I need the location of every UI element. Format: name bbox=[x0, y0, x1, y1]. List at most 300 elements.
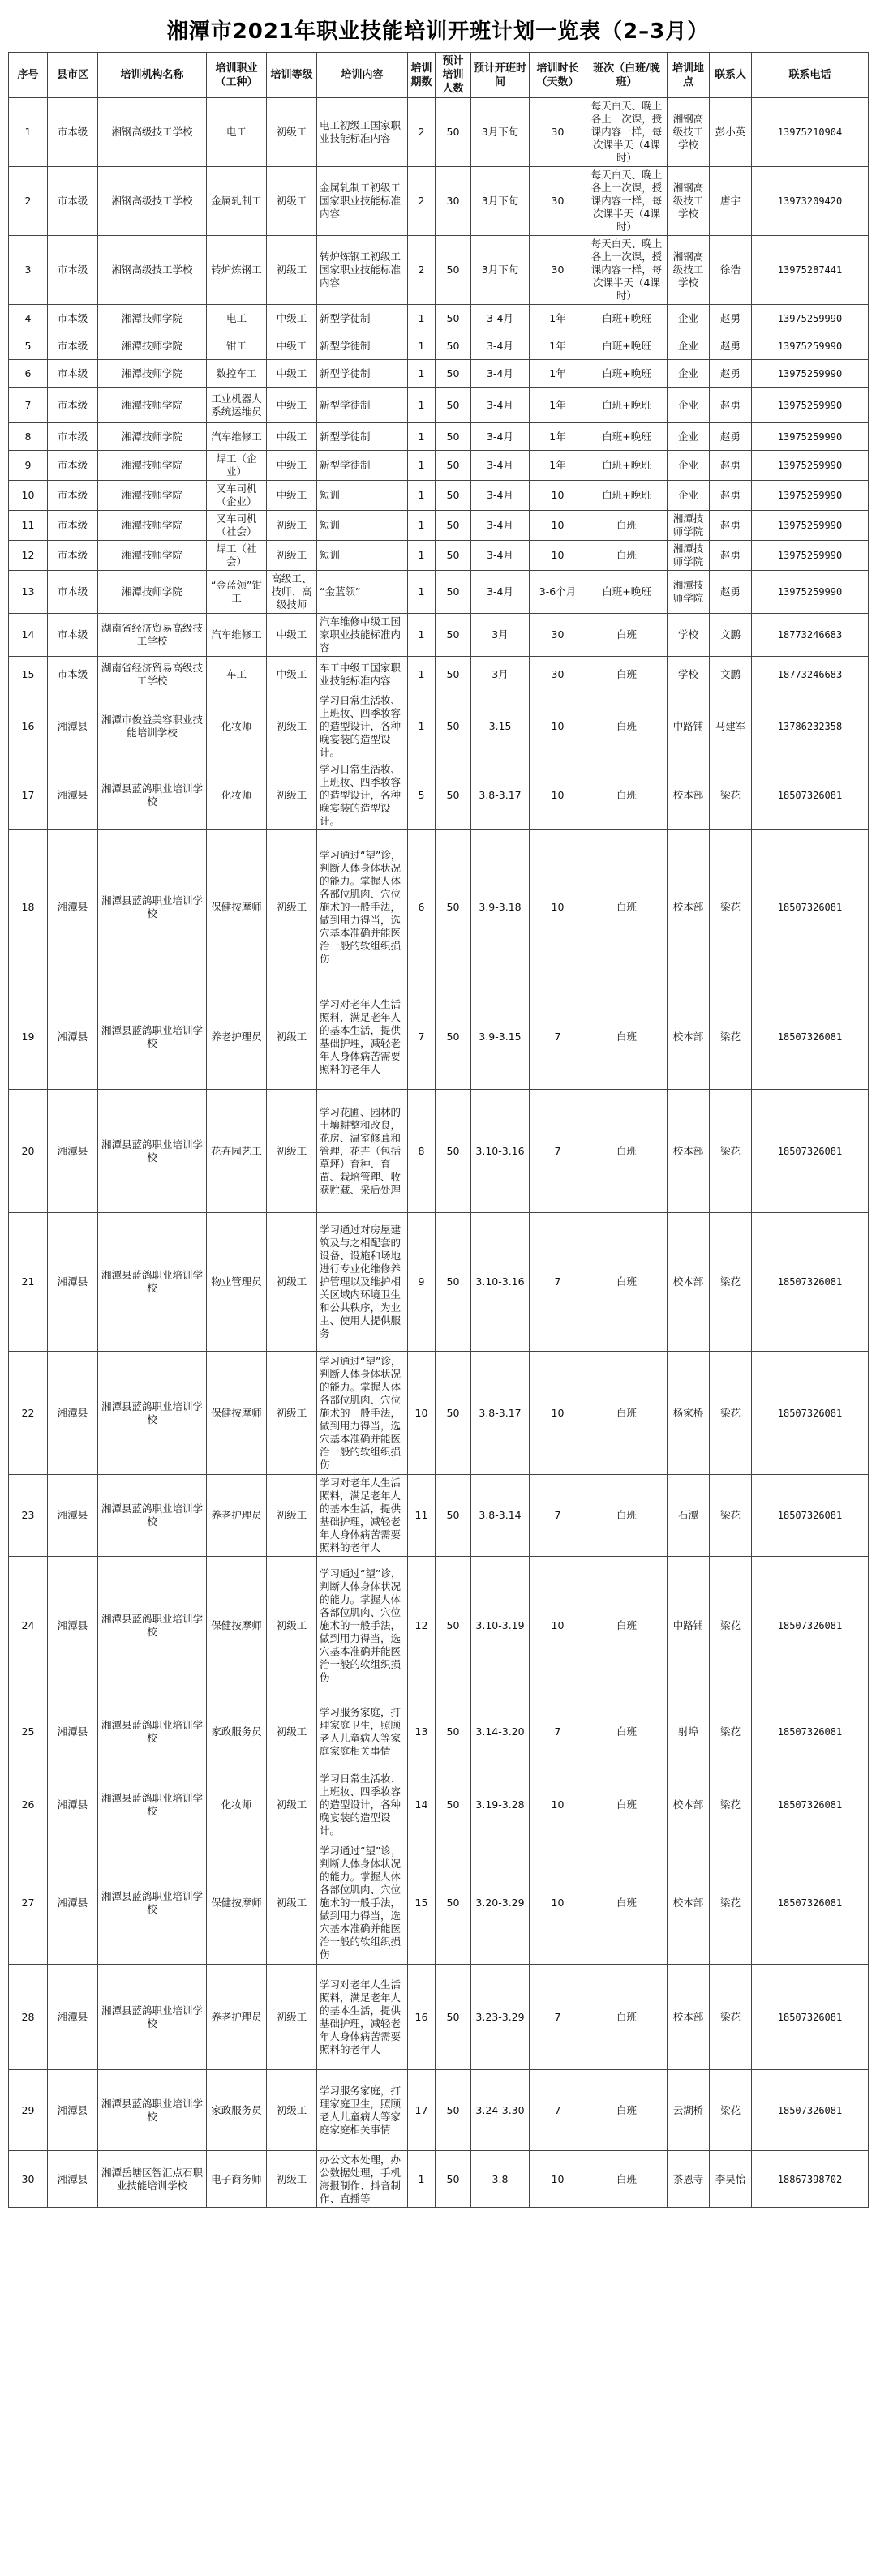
cell-shift: 白班+晚班 bbox=[586, 481, 668, 511]
cell-content: 学习通过“望”诊，判断人体身体状况的能力。掌握人体各部位肌肉、穴位施术的一般手法，做到用力得当，选穴基本准确并能医治一般的软组织损伤 bbox=[317, 1557, 408, 1695]
cell-index: 3 bbox=[9, 236, 48, 305]
cell-index: 30 bbox=[9, 2151, 48, 2208]
cell-phone: 18507326081 bbox=[752, 761, 869, 830]
cell-trainees: 50 bbox=[436, 388, 471, 423]
cell-start-time: 3-4月 bbox=[471, 360, 530, 388]
cell-occupation: 焊工（社会） bbox=[207, 541, 267, 571]
table-row bbox=[9, 1841, 869, 1965]
cell-shift: 每天白天、晚上各上一次课，授课内容一样，每次课半天（4课时） bbox=[586, 236, 668, 305]
cell-content: 短训 bbox=[317, 541, 408, 571]
cell-trainees: 50 bbox=[436, 984, 471, 1090]
cell-location: 企业 bbox=[668, 360, 710, 388]
cell-district: 市本级 bbox=[48, 167, 98, 236]
cell-duration: 30 bbox=[530, 614, 586, 657]
cell-start-time: 3-4月 bbox=[471, 388, 530, 423]
cell-district: 湘潭县 bbox=[48, 830, 98, 984]
cell-phone: 18507326081 bbox=[752, 984, 869, 1090]
cell-contact: 文鹏 bbox=[710, 657, 752, 692]
cell-duration: 10 bbox=[530, 1841, 586, 1965]
cell-contact: 李昊怡 bbox=[710, 2151, 752, 2208]
cell-occupation: 养老护理员 bbox=[207, 1965, 267, 2070]
cell-index: 6 bbox=[9, 360, 48, 388]
cell-district: 湘潭县 bbox=[48, 1213, 98, 1352]
cell-shift: 白班+晚班 bbox=[586, 423, 668, 451]
cell-phone: 13975259990 bbox=[752, 360, 869, 388]
cell-occupation: “金蓝领”钳工 bbox=[207, 571, 267, 614]
cell-index: 15 bbox=[9, 657, 48, 692]
cell-district: 市本级 bbox=[48, 614, 98, 657]
cell-district: 湘潭县 bbox=[48, 1090, 98, 1213]
cell-trainees: 50 bbox=[436, 541, 471, 571]
cell-start-time: 3.20-3.29 bbox=[471, 1841, 530, 1965]
cell-contact: 赵勇 bbox=[710, 423, 752, 451]
cell-content: 学习通过“望”诊，判断人体身体状况的能力。掌握人体各部位肌肉、穴位施术的一般手法，做到用力得当，选穴基本准确并能医治一般的软组织损伤 bbox=[317, 830, 408, 984]
cell-start-time: 3.8-3.17 bbox=[471, 1352, 530, 1475]
cell-district: 市本级 bbox=[48, 423, 98, 451]
cell-sessions: 17 bbox=[408, 2070, 436, 2151]
cell-location: 学校 bbox=[668, 657, 710, 692]
cell-sessions: 1 bbox=[408, 614, 436, 657]
cell-content: 学习通过“望”诊，判断人体身体状况的能力。掌握人体各部位肌肉、穴位施术的一般手法，做到用力得当，选穴基本准确并能医治一般的软组织损伤 bbox=[317, 1841, 408, 1965]
cell-shift: 白班 bbox=[586, 761, 668, 830]
cell-phone: 13975259990 bbox=[752, 541, 869, 571]
cell-district: 湘潭县 bbox=[48, 1475, 98, 1557]
cell-sessions: 14 bbox=[408, 1768, 436, 1841]
cell-level: 中级工 bbox=[267, 614, 317, 657]
cell-occupation: 汽车维修工 bbox=[207, 614, 267, 657]
cell-trainees: 50 bbox=[436, 236, 471, 305]
cell-content: 学习通过对房屋建筑及与之相配套的设备、设施和场地进行专业化维修养护管理以及维护相关区域内环境卫生和公共秩序，为业主、使用人提供服务 bbox=[317, 1213, 408, 1352]
cell-phone: 13975259990 bbox=[752, 305, 869, 332]
cell-shift: 每天白天、晚上各上一次课，授课内容一样，每次课半天（4课时） bbox=[586, 98, 668, 167]
cell-shift: 白班+晚班 bbox=[586, 360, 668, 388]
cell-institution: 湘潭技师学院 bbox=[98, 451, 207, 481]
cell-content: 转炉炼钢工初级工国家职业技能标准内容 bbox=[317, 236, 408, 305]
column-header-trainees: 预计培训人数 bbox=[436, 53, 471, 98]
cell-sessions: 1 bbox=[408, 481, 436, 511]
cell-level: 初级工 bbox=[267, 1965, 317, 2070]
cell-location: 湘钢高级技工学校 bbox=[668, 236, 710, 305]
cell-level: 初级工 bbox=[267, 1213, 317, 1352]
cell-contact: 梁花 bbox=[710, 1090, 752, 1213]
cell-sessions: 2 bbox=[408, 167, 436, 236]
cell-district: 湘潭县 bbox=[48, 2070, 98, 2151]
cell-index: 20 bbox=[9, 1090, 48, 1213]
cell-occupation: 养老护理员 bbox=[207, 984, 267, 1090]
cell-trainees: 50 bbox=[436, 830, 471, 984]
cell-district: 湘潭县 bbox=[48, 1841, 98, 1965]
cell-contact: 赵勇 bbox=[710, 305, 752, 332]
cell-sessions: 11 bbox=[408, 1475, 436, 1557]
cell-phone: 13975259990 bbox=[752, 423, 869, 451]
cell-content: 学习花圃、园林的土壤耕整和改良，花房、温室修葺和管理，花卉（包括草坪）育种、育苗、栽培管理、收获贮藏、采后处理 bbox=[317, 1090, 408, 1213]
cell-institution: 湘潭县蓝鸽职业培训学校 bbox=[98, 1090, 207, 1213]
cell-occupation: 工业机器人系统运维员 bbox=[207, 388, 267, 423]
cell-level: 初级工 bbox=[267, 692, 317, 761]
table-row bbox=[9, 692, 869, 761]
cell-location: 云湖桥 bbox=[668, 2070, 710, 2151]
cell-start-time: 3.10-3.19 bbox=[471, 1557, 530, 1695]
cell-occupation: 电子商务师 bbox=[207, 2151, 267, 2208]
cell-trainees: 50 bbox=[436, 1090, 471, 1213]
cell-sessions: 10 bbox=[408, 1352, 436, 1475]
cell-contact: 梁花 bbox=[710, 1965, 752, 2070]
cell-contact: 梁花 bbox=[710, 2070, 752, 2151]
cell-contact: 赵勇 bbox=[710, 511, 752, 541]
cell-institution: 湘潭技师学院 bbox=[98, 511, 207, 541]
cell-shift: 白班 bbox=[586, 614, 668, 657]
column-header-phone: 联系电话 bbox=[752, 53, 869, 98]
cell-start-time: 3-4月 bbox=[471, 332, 530, 360]
cell-occupation: 花卉园艺工 bbox=[207, 1090, 267, 1213]
cell-occupation: 电工 bbox=[207, 305, 267, 332]
cell-index: 29 bbox=[9, 2070, 48, 2151]
cell-sessions: 1 bbox=[408, 423, 436, 451]
cell-start-time: 3-4月 bbox=[471, 571, 530, 614]
cell-institution: 湘钢高级技工学校 bbox=[98, 167, 207, 236]
cell-level: 中级工 bbox=[267, 423, 317, 451]
cell-occupation: 钳工 bbox=[207, 332, 267, 360]
cell-contact: 文鹏 bbox=[710, 614, 752, 657]
cell-occupation: 保健按摩师 bbox=[207, 1841, 267, 1965]
cell-shift: 白班+晚班 bbox=[586, 305, 668, 332]
cell-phone: 18507326081 bbox=[752, 830, 869, 984]
cell-sessions: 1 bbox=[408, 541, 436, 571]
cell-level: 初级工 bbox=[267, 1557, 317, 1695]
cell-location: 校本部 bbox=[668, 1768, 710, 1841]
cell-sessions: 15 bbox=[408, 1841, 436, 1965]
cell-sessions: 8 bbox=[408, 1090, 436, 1213]
cell-district: 市本级 bbox=[48, 571, 98, 614]
cell-district: 湘潭县 bbox=[48, 1768, 98, 1841]
cell-contact: 赵勇 bbox=[710, 388, 752, 423]
cell-occupation: 焊工（企业） bbox=[207, 451, 267, 481]
cell-duration: 7 bbox=[530, 1695, 586, 1768]
cell-location: 中路铺 bbox=[668, 692, 710, 761]
cell-phone: 18507326081 bbox=[752, 1475, 869, 1557]
cell-location: 校本部 bbox=[668, 1090, 710, 1213]
cell-duration: 1年 bbox=[530, 388, 586, 423]
table-row bbox=[9, 541, 869, 571]
cell-level: 初级工 bbox=[267, 2151, 317, 2208]
table-row bbox=[9, 360, 869, 388]
cell-occupation: 叉车司机（社会） bbox=[207, 511, 267, 541]
cell-duration: 10 bbox=[530, 1557, 586, 1695]
table-row bbox=[9, 571, 869, 614]
table-row bbox=[9, 481, 869, 511]
cell-content: 车工中级工国家职业技能标准内容 bbox=[317, 657, 408, 692]
column-header-contact: 联系人 bbox=[710, 53, 752, 98]
cell-duration: 10 bbox=[530, 692, 586, 761]
cell-contact: 赵勇 bbox=[710, 541, 752, 571]
cell-occupation: 化妆师 bbox=[207, 761, 267, 830]
column-header-start-time: 预计开班时间 bbox=[471, 53, 530, 98]
cell-contact: 梁花 bbox=[710, 1841, 752, 1965]
cell-institution: 湘潭县蓝鸽职业培训学校 bbox=[98, 1965, 207, 2070]
cell-phone: 18507326081 bbox=[752, 1352, 869, 1475]
cell-content: 学习对老年人生活照料，满足老年人的基本生活，提供基础护理，减轻老年人身体病苦需要照料的老年人 bbox=[317, 1475, 408, 1557]
cell-district: 湘潭县 bbox=[48, 1695, 98, 1768]
cell-contact: 梁花 bbox=[710, 1768, 752, 1841]
cell-trainees: 50 bbox=[436, 98, 471, 167]
cell-institution: 湘潭技师学院 bbox=[98, 423, 207, 451]
table-row bbox=[9, 984, 869, 1090]
cell-shift: 白班 bbox=[586, 1557, 668, 1695]
cell-start-time: 3月下旬 bbox=[471, 167, 530, 236]
cell-level: 初级工 bbox=[267, 984, 317, 1090]
cell-district: 湘潭县 bbox=[48, 1965, 98, 2070]
cell-shift: 白班 bbox=[586, 692, 668, 761]
cell-trainees: 50 bbox=[436, 1213, 471, 1352]
column-header-sessions: 培训期数 bbox=[408, 53, 436, 98]
column-header-level: 培训等级 bbox=[267, 53, 317, 98]
cell-sessions: 2 bbox=[408, 236, 436, 305]
cell-phone: 18507326081 bbox=[752, 1768, 869, 1841]
cell-phone: 13975259990 bbox=[752, 332, 869, 360]
page-title: 湘潭市2021年职业技能培训开班计划一览表（2–3月） bbox=[166, 19, 710, 44]
cell-location: 企业 bbox=[668, 332, 710, 360]
cell-level: 初级工 bbox=[267, 1695, 317, 1768]
cell-phone: 13975287441 bbox=[752, 236, 869, 305]
cell-location: 湘潭技师学院 bbox=[668, 541, 710, 571]
cell-content: 办公文本处理，办公数据处理，手机海报制作、抖音制作、直播等 bbox=[317, 2151, 408, 2208]
cell-trainees: 50 bbox=[436, 1768, 471, 1841]
cell-trainees: 50 bbox=[436, 614, 471, 657]
cell-institution: 湘潭县蓝鸽职业培训学校 bbox=[98, 1475, 207, 1557]
cell-shift: 白班 bbox=[586, 1965, 668, 2070]
cell-sessions: 16 bbox=[408, 1965, 436, 2070]
cell-occupation: 车工 bbox=[207, 657, 267, 692]
cell-index: 25 bbox=[9, 1695, 48, 1768]
cell-occupation: 数控车工 bbox=[207, 360, 267, 388]
cell-shift: 白班 bbox=[586, 2151, 668, 2208]
cell-duration: 30 bbox=[530, 167, 586, 236]
cell-contact: 梁花 bbox=[710, 984, 752, 1090]
cell-contact: 唐宇 bbox=[710, 167, 752, 236]
cell-occupation: 物业管理员 bbox=[207, 1213, 267, 1352]
cell-contact: 梁花 bbox=[710, 1695, 752, 1768]
cell-occupation: 家政服务员 bbox=[207, 2070, 267, 2151]
cell-shift: 白班 bbox=[586, 1475, 668, 1557]
cell-level: 初级工 bbox=[267, 236, 317, 305]
column-header-shift: 班次（白班/晚班） bbox=[586, 53, 668, 98]
cell-sessions: 9 bbox=[408, 1213, 436, 1352]
cell-occupation: 叉车司机（企业） bbox=[207, 481, 267, 511]
cell-index: 8 bbox=[9, 423, 48, 451]
cell-index: 28 bbox=[9, 1965, 48, 2070]
cell-shift: 白班+晚班 bbox=[586, 332, 668, 360]
cell-duration: 7 bbox=[530, 1965, 586, 2070]
cell-trainees: 50 bbox=[436, 1965, 471, 2070]
cell-location: 湘钢高级技工学校 bbox=[668, 167, 710, 236]
cell-institution: 湘潭市俊益美容职业技能培训学校 bbox=[98, 692, 207, 761]
cell-start-time: 3.9-3.15 bbox=[471, 984, 530, 1090]
cell-contact: 梁花 bbox=[710, 1475, 752, 1557]
cell-index: 16 bbox=[9, 692, 48, 761]
cell-occupation: 电工 bbox=[207, 98, 267, 167]
cell-index: 9 bbox=[9, 451, 48, 481]
cell-location: 中路铺 bbox=[668, 1557, 710, 1695]
cell-level: 中级工 bbox=[267, 305, 317, 332]
cell-content: 短训 bbox=[317, 511, 408, 541]
cell-content: 学习服务家庭，打理家庭卫生，照顾老人儿童病人等家庭家庭相关事情 bbox=[317, 1695, 408, 1768]
cell-phone: 13975210904 bbox=[752, 98, 869, 167]
cell-index: 5 bbox=[9, 332, 48, 360]
table-row bbox=[9, 423, 869, 451]
cell-institution: 湘潭县蓝鸽职业培训学校 bbox=[98, 761, 207, 830]
table-row bbox=[9, 614, 869, 657]
cell-phone: 18507326081 bbox=[752, 1841, 869, 1965]
cell-index: 26 bbox=[9, 1768, 48, 1841]
cell-sessions: 12 bbox=[408, 1557, 436, 1695]
cell-duration: 7 bbox=[530, 1213, 586, 1352]
cell-duration: 1年 bbox=[530, 305, 586, 332]
cell-contact: 梁花 bbox=[710, 1557, 752, 1695]
cell-content: “金蓝领” bbox=[317, 571, 408, 614]
cell-phone: 18507326081 bbox=[752, 1557, 869, 1695]
cell-district: 市本级 bbox=[48, 305, 98, 332]
cell-contact: 徐浩 bbox=[710, 236, 752, 305]
cell-index: 4 bbox=[9, 305, 48, 332]
table-row bbox=[9, 1213, 869, 1352]
cell-duration: 1年 bbox=[530, 332, 586, 360]
cell-index: 1 bbox=[9, 98, 48, 167]
cell-district: 湘潭县 bbox=[48, 1352, 98, 1475]
cell-sessions: 1 bbox=[408, 305, 436, 332]
cell-phone: 18507326081 bbox=[752, 2070, 869, 2151]
cell-level: 初级工 bbox=[267, 1768, 317, 1841]
cell-district: 湘潭县 bbox=[48, 1557, 98, 1695]
cell-trainees: 30 bbox=[436, 167, 471, 236]
cell-shift: 白班 bbox=[586, 511, 668, 541]
cell-shift: 白班 bbox=[586, 1352, 668, 1475]
cell-duration: 10 bbox=[530, 481, 586, 511]
table-row bbox=[9, 167, 869, 236]
cell-contact: 梁花 bbox=[710, 761, 752, 830]
cell-shift: 白班 bbox=[586, 1213, 668, 1352]
cell-institution: 湘潭县蓝鸽职业培训学校 bbox=[98, 1768, 207, 1841]
cell-shift: 白班 bbox=[586, 830, 668, 984]
cell-index: 19 bbox=[9, 984, 48, 1090]
cell-contact: 彭小英 bbox=[710, 98, 752, 167]
cell-district: 湘潭县 bbox=[48, 692, 98, 761]
table-row bbox=[9, 2070, 869, 2151]
cell-duration: 3-6个月 bbox=[530, 571, 586, 614]
cell-level: 高级工、技师、高级技师 bbox=[267, 571, 317, 614]
cell-district: 湘潭县 bbox=[48, 984, 98, 1090]
cell-trainees: 50 bbox=[436, 360, 471, 388]
cell-level: 初级工 bbox=[267, 98, 317, 167]
cell-start-time: 3-4月 bbox=[471, 423, 530, 451]
cell-district: 市本级 bbox=[48, 657, 98, 692]
cell-district: 市本级 bbox=[48, 332, 98, 360]
cell-start-time: 3-4月 bbox=[471, 451, 530, 481]
cell-start-time: 3.19-3.28 bbox=[471, 1768, 530, 1841]
cell-trainees: 50 bbox=[436, 1841, 471, 1965]
cell-trainees: 50 bbox=[436, 692, 471, 761]
column-header-occupation: 培训职业（工种） bbox=[207, 53, 267, 98]
cell-district: 市本级 bbox=[48, 541, 98, 571]
cell-index: 24 bbox=[9, 1557, 48, 1695]
cell-sessions: 1 bbox=[408, 360, 436, 388]
cell-trainees: 50 bbox=[436, 305, 471, 332]
cell-sessions: 5 bbox=[408, 761, 436, 830]
cell-shift: 白班+晚班 bbox=[586, 388, 668, 423]
table-row bbox=[9, 451, 869, 481]
cell-start-time: 3.8-3.17 bbox=[471, 761, 530, 830]
cell-start-time: 3.14-3.20 bbox=[471, 1695, 530, 1768]
cell-institution: 湖南省经济贸易高级技工学校 bbox=[98, 614, 207, 657]
cell-trainees: 50 bbox=[436, 481, 471, 511]
cell-location: 校本部 bbox=[668, 1841, 710, 1965]
cell-duration: 7 bbox=[530, 1090, 586, 1213]
cell-content: 学习日常生活妆、上班妆、四季妆容的造型设计，各种晚宴装的造型设计。 bbox=[317, 761, 408, 830]
cell-duration: 10 bbox=[530, 830, 586, 984]
cell-index: 17 bbox=[9, 761, 48, 830]
cell-trainees: 50 bbox=[436, 1475, 471, 1557]
cell-occupation: 金属轧制工 bbox=[207, 167, 267, 236]
table-row bbox=[9, 1695, 869, 1768]
cell-district: 市本级 bbox=[48, 236, 98, 305]
cell-duration: 7 bbox=[530, 2070, 586, 2151]
cell-institution: 湘潭技师学院 bbox=[98, 305, 207, 332]
cell-duration: 1年 bbox=[530, 423, 586, 451]
cell-location: 石潭 bbox=[668, 1475, 710, 1557]
cell-location: 校本部 bbox=[668, 830, 710, 984]
table-row bbox=[9, 305, 869, 332]
table-row bbox=[9, 1352, 869, 1475]
cell-level: 初级工 bbox=[267, 511, 317, 541]
cell-trainees: 50 bbox=[436, 571, 471, 614]
cell-sessions: 6 bbox=[408, 830, 436, 984]
cell-trainees: 50 bbox=[436, 332, 471, 360]
cell-institution: 湘潭技师学院 bbox=[98, 388, 207, 423]
cell-occupation: 养老护理员 bbox=[207, 1475, 267, 1557]
cell-district: 市本级 bbox=[48, 511, 98, 541]
column-header-duration: 培训时长（天数） bbox=[530, 53, 586, 98]
cell-institution: 湘钢高级技工学校 bbox=[98, 236, 207, 305]
column-header-location: 培训地点 bbox=[668, 53, 710, 98]
cell-contact: 马建军 bbox=[710, 692, 752, 761]
cell-level: 中级工 bbox=[267, 451, 317, 481]
cell-contact: 赵勇 bbox=[710, 360, 752, 388]
cell-occupation: 转炉炼钢工 bbox=[207, 236, 267, 305]
cell-level: 中级工 bbox=[267, 657, 317, 692]
cell-location: 学校 bbox=[668, 614, 710, 657]
cell-trainees: 50 bbox=[436, 1352, 471, 1475]
cell-trainees: 50 bbox=[436, 451, 471, 481]
cell-institution: 湘潭县蓝鸽职业培训学校 bbox=[98, 984, 207, 1090]
cell-institution: 湘钢高级技工学校 bbox=[98, 98, 207, 167]
cell-duration: 30 bbox=[530, 236, 586, 305]
cell-phone: 18507326081 bbox=[752, 1695, 869, 1768]
cell-occupation: 保健按摩师 bbox=[207, 1557, 267, 1695]
cell-level: 初级工 bbox=[267, 2070, 317, 2151]
table-row bbox=[9, 236, 869, 305]
cell-shift: 白班 bbox=[586, 657, 668, 692]
cell-contact: 赵勇 bbox=[710, 332, 752, 360]
cell-location: 湘潭技师学院 bbox=[668, 511, 710, 541]
cell-district: 湘潭县 bbox=[48, 2151, 98, 2208]
cell-content: 新型学徒制 bbox=[317, 332, 408, 360]
cell-duration: 30 bbox=[530, 657, 586, 692]
cell-sessions: 1 bbox=[408, 657, 436, 692]
cell-start-time: 3.10-3.16 bbox=[471, 1213, 530, 1352]
table-row bbox=[9, 830, 869, 984]
training-plan-table bbox=[8, 52, 869, 2208]
cell-location: 企业 bbox=[668, 305, 710, 332]
cell-trainees: 50 bbox=[436, 2070, 471, 2151]
